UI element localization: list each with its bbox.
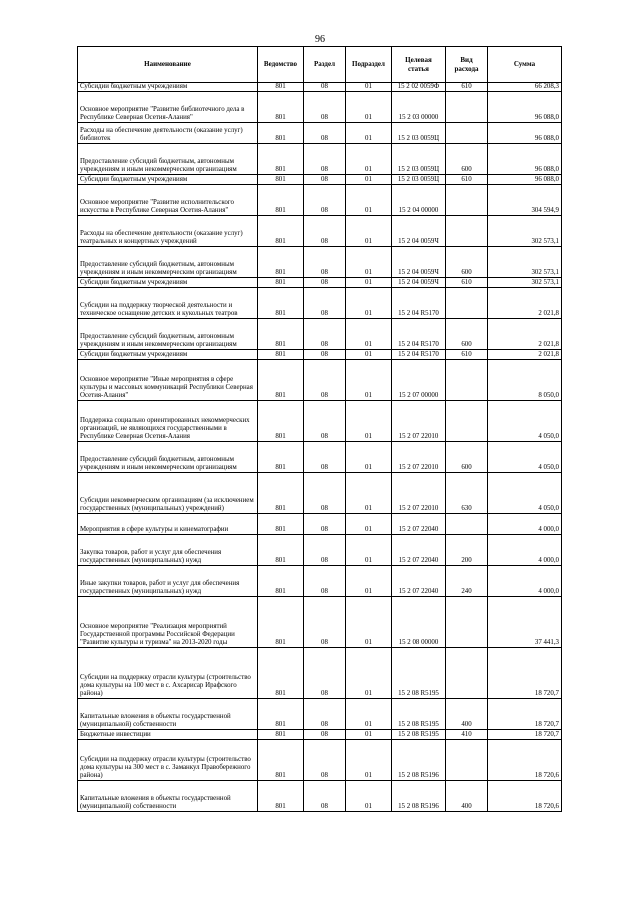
cell-name: Предоставление субсидий бюджетным, автономным учреждениям и иным некоммерческим организациям [78,319,258,350]
header-cel: Целевая статья [392,47,446,83]
cell-summa: 18 720,7 [488,699,562,730]
cell-podrazdel: 01 [346,730,392,740]
cell-cel: 15 2 04 00000 [392,185,446,216]
cell-name: Субсидии бюджетным учреждениям [78,175,258,185]
cell-ved: 801 [258,319,304,350]
cell-summa: 302 573,1 [488,247,562,278]
cell-razdel: 08 [304,535,346,566]
cell-vid [446,216,488,247]
cell-cel: 15 2 07 22010 [392,401,446,442]
table-row [78,401,562,442]
cell-summa: 2 021,8 [488,319,562,350]
cell-razdel: 08 [304,740,346,781]
cell-summa: 302 573,1 [488,278,562,288]
cell-ved: 801 [258,442,304,473]
cell-podrazdel: 01 [346,699,392,730]
cell-vid: 410 [446,730,488,740]
cell-ved: 801 [258,730,304,740]
cell-name: Субсидии на поддержку отрасли культуры (строительство дома культуры на 100 мест в с. Ахсарисар Ирафского района) [78,648,258,699]
table-row [78,278,562,288]
cell-summa: 96 088,0 [488,175,562,185]
cell-name: Поддержка социально ориентированных некоммерческих организаций, не являющихся государственными в Республике Северная Осетия-Алания [78,401,258,442]
table-row [78,442,562,473]
cell-podrazdel: 01 [346,288,392,319]
cell-summa: 302 573,1 [488,216,562,247]
cell-vid: 610 [446,350,488,360]
cell-name: Предоставление субсидий бюджетным, автономным учреждениям и иным некоммерческим организациям [78,144,258,175]
cell-podrazdel: 01 [346,319,392,350]
cell-name: Иные закупки товаров, работ и услуг для обеспечения государственных (муниципальных) нужд [78,566,258,597]
cell-name: Предоставление субсидий бюджетным, автономным учреждениям и иным некоммерческим организациям [78,247,258,278]
cell-cel: 15 2 07 00000 [392,360,446,401]
cell-ved: 801 [258,514,304,535]
cell-razdel: 08 [304,175,346,185]
table-row [78,185,562,216]
header-razdel: Раздел [304,47,346,83]
cell-vid: 200 [446,535,488,566]
cell-name: Субсидии бюджетным учреждениям [78,278,258,288]
cell-razdel: 08 [304,781,346,812]
cell-name: Субсидии на поддержку творческой деятельности и техническое оснащение детских и кукольных театров [78,288,258,319]
cell-razdel: 08 [304,123,346,144]
cell-razdel: 08 [304,144,346,175]
header-row [78,47,562,83]
cell-razdel: 08 [304,278,346,288]
cell-cel: 15 2 08 R5195 [392,730,446,740]
cell-ved: 801 [258,175,304,185]
cell-vid [446,360,488,401]
cell-cel: 15 2 08 R5195 [392,648,446,699]
cell-cel: 15 2 07 22010 [392,442,446,473]
cell-razdel: 08 [304,288,346,319]
cell-summa: 96 088,0 [488,144,562,175]
cell-razdel: 08 [304,442,346,473]
cell-podrazdel: 01 [346,83,392,92]
cell-cel: 15 2 04 R5170 [392,319,446,350]
table-row [78,648,562,699]
cell-vid [446,288,488,319]
cell-ved: 801 [258,740,304,781]
cell-cel: 15 2 07 22040 [392,566,446,597]
cell-ved: 801 [258,781,304,812]
cell-cel: 15 2 04 R5170 [392,350,446,360]
cell-razdel: 08 [304,92,346,123]
cell-vid [446,740,488,781]
budget-table [77,46,562,812]
cell-ved: 801 [258,535,304,566]
cell-cel: 15 2 04 R5170 [392,288,446,319]
cell-ved: 801 [258,83,304,92]
cell-vid [446,401,488,442]
cell-vid: 240 [446,566,488,597]
cell-podrazdel: 01 [346,216,392,247]
cell-cel: 15 2 08 R5195 [392,699,446,730]
cell-ved: 801 [258,360,304,401]
table-row [78,92,562,123]
cell-podrazdel: 01 [346,144,392,175]
cell-razdel: 08 [304,648,346,699]
cell-podrazdel: 01 [346,350,392,360]
table-row [78,781,562,812]
cell-razdel: 08 [304,514,346,535]
cell-summa: 18 720,7 [488,730,562,740]
cell-summa: 2 021,8 [488,350,562,360]
cell-cel: 15 2 04 0059Ч [392,247,446,278]
cell-name: Субсидии бюджетным учреждениям [78,350,258,360]
cell-podrazdel: 01 [346,473,392,514]
cell-podrazdel: 01 [346,597,392,648]
cell-cel: 15 2 04 0059Ч [392,216,446,247]
cell-razdel: 08 [304,185,346,216]
table-row [78,740,562,781]
cell-name: Основное мероприятие "Иные мероприятия в сфере культуры и массовых коммуникаций Республики Северная Осетия-Алания" [78,360,258,401]
cell-summa: 304 594,9 [488,185,562,216]
table-row [78,597,562,648]
cell-name: Субсидии бюджетным учреждениям [78,83,258,92]
cell-ved: 801 [258,278,304,288]
cell-cel: 15 2 04 0059Ч [392,278,446,288]
cell-summa: 4 000,0 [488,535,562,566]
header-podrazdel: Подраздел [346,47,392,83]
cell-name: Субсидии некоммерческим организациям (за исключением государственных (муниципальных) учреждений) [78,473,258,514]
cell-summa: 18 720,6 [488,740,562,781]
cell-ved: 801 [258,123,304,144]
cell-razdel: 08 [304,730,346,740]
cell-ved: 801 [258,566,304,597]
cell-summa: 8 050,0 [488,360,562,401]
table-row [78,699,562,730]
cell-vid [446,514,488,535]
cell-razdel: 08 [304,401,346,442]
cell-summa: 37 441,3 [488,597,562,648]
cell-name: Капитальные вложения в объекты государственной (муниципальной) собственности [78,699,258,730]
cell-razdel: 08 [304,597,346,648]
table-row [78,288,562,319]
table-row [78,535,562,566]
cell-podrazdel: 01 [346,648,392,699]
cell-cel: 15 2 03 0059Ц [392,123,446,144]
cell-name: Расходы на обеспечение деятельности (оказание услуг) театральных и концертных учреждений [78,216,258,247]
cell-summa: 96 088,0 [488,92,562,123]
cell-ved: 801 [258,92,304,123]
cell-name: Основное мероприятие "Развитие исполнительского искусства в Республике Северная Осетия-Алания" [78,185,258,216]
cell-cel: 15 2 08 R5196 [392,781,446,812]
cell-vid [446,92,488,123]
cell-vid: 610 [446,278,488,288]
cell-podrazdel: 01 [346,401,392,442]
cell-name: Основное мероприятие "Реализация мероприятий Государственной программы Российской Федерации "Развитие культуры и туризма" на 2013-2020 годы [78,597,258,648]
cell-razdel: 08 [304,699,346,730]
cell-vid: 400 [446,699,488,730]
cell-vid: 600 [446,144,488,175]
cell-podrazdel: 01 [346,740,392,781]
cell-razdel: 08 [304,247,346,278]
cell-cel: 15 2 03 00000 [392,92,446,123]
table-row [78,473,562,514]
cell-ved: 801 [258,288,304,319]
cell-podrazdel: 01 [346,278,392,288]
cell-razdel: 08 [304,350,346,360]
header-summa: Сумма [488,47,562,83]
cell-summa: 4 000,0 [488,566,562,597]
header-vid: Вид расхода [446,47,488,83]
cell-cel: 15 2 02 0059Ф [392,83,446,92]
table-row [78,566,562,597]
cell-cel: 15 2 07 22040 [392,535,446,566]
cell-podrazdel: 01 [346,442,392,473]
cell-vid: 600 [446,247,488,278]
cell-ved: 801 [258,216,304,247]
cell-summa: 18 720,6 [488,781,562,812]
cell-vid [446,648,488,699]
cell-vid [446,185,488,216]
cell-name: Предоставление субсидий бюджетным, автономным учреждениям и иным некоммерческим организациям [78,442,258,473]
cell-cel: 15 2 03 0059Ц [392,175,446,185]
cell-ved: 801 [258,247,304,278]
header-name: Наименование [78,47,258,83]
cell-ved: 801 [258,648,304,699]
cell-vid: 600 [446,442,488,473]
cell-podrazdel: 01 [346,175,392,185]
table-row [78,319,562,350]
cell-podrazdel: 01 [346,247,392,278]
cell-vid: 600 [446,319,488,350]
table-row [78,144,562,175]
cell-ved: 801 [258,350,304,360]
cell-ved: 801 [258,473,304,514]
table-row [78,247,562,278]
cell-podrazdel: 01 [346,123,392,144]
cell-name: Капитальные вложения в объекты государственной (муниципальной) собственности [78,781,258,812]
cell-podrazdel: 01 [346,566,392,597]
table-row [78,514,562,535]
cell-ved: 801 [258,401,304,442]
cell-name: Бюджетные инвестиции [78,730,258,740]
header-ved: Ведомство [258,47,304,83]
cell-razdel: 08 [304,216,346,247]
cell-vid: 630 [446,473,488,514]
cell-cel: 15 2 03 0059Ц [392,144,446,175]
cell-vid: 400 [446,781,488,812]
cell-name: Расходы на обеспечение деятельности (оказание услуг) библиотек [78,123,258,144]
cell-ved: 801 [258,699,304,730]
cell-cel: 15 2 07 22040 [392,514,446,535]
table-row [78,216,562,247]
cell-vid: 610 [446,175,488,185]
cell-summa: 96 088,0 [488,123,562,144]
cell-razdel: 08 [304,319,346,350]
cell-vid: 610 [446,83,488,92]
table-row [78,730,562,740]
cell-ved: 801 [258,185,304,216]
cell-podrazdel: 01 [346,185,392,216]
cell-razdel: 08 [304,566,346,597]
cell-cel: 15 2 07 22010 [392,473,446,514]
cell-razdel: 08 [304,360,346,401]
cell-name: Мероприятия в сфере культуры и кинематографии [78,514,258,535]
cell-summa: 4 050,0 [488,401,562,442]
cell-podrazdel: 01 [346,360,392,401]
cell-podrazdel: 01 [346,781,392,812]
cell-summa: 4 000,0 [488,514,562,535]
cell-razdel: 08 [304,83,346,92]
cell-summa: 18 720,7 [488,648,562,699]
cell-summa: 4 050,0 [488,442,562,473]
cell-vid [446,123,488,144]
cell-razdel: 08 [304,473,346,514]
table-row [78,123,562,144]
cell-podrazdel: 01 [346,92,392,123]
cell-cel: 15 2 08 00000 [392,597,446,648]
table-row [78,360,562,401]
cell-vid [446,597,488,648]
cell-name: Основное мероприятие "Развитие библиотечного дела в Республике Северная Осетия-Алания" [78,92,258,123]
cell-ved: 801 [258,597,304,648]
table-row [78,175,562,185]
cell-name: Субсидии на поддержку отрасли культуры (строительство дома культуры на 300 мест в с. Заманкул Правобережного района) [78,740,258,781]
page-number: 96 [315,34,325,45]
cell-summa: 2 021,8 [488,288,562,319]
table-row [78,350,562,360]
table-row [78,83,562,92]
cell-name: Закупка товаров, работ и услуг для обеспечения государственных (муниципальных) нужд [78,535,258,566]
cell-podrazdel: 01 [346,535,392,566]
cell-summa: 4 050,0 [488,473,562,514]
cell-cel: 15 2 08 R5196 [392,740,446,781]
cell-podrazdel: 01 [346,514,392,535]
cell-ved: 801 [258,144,304,175]
cell-summa: 66 208,3 [488,83,562,92]
